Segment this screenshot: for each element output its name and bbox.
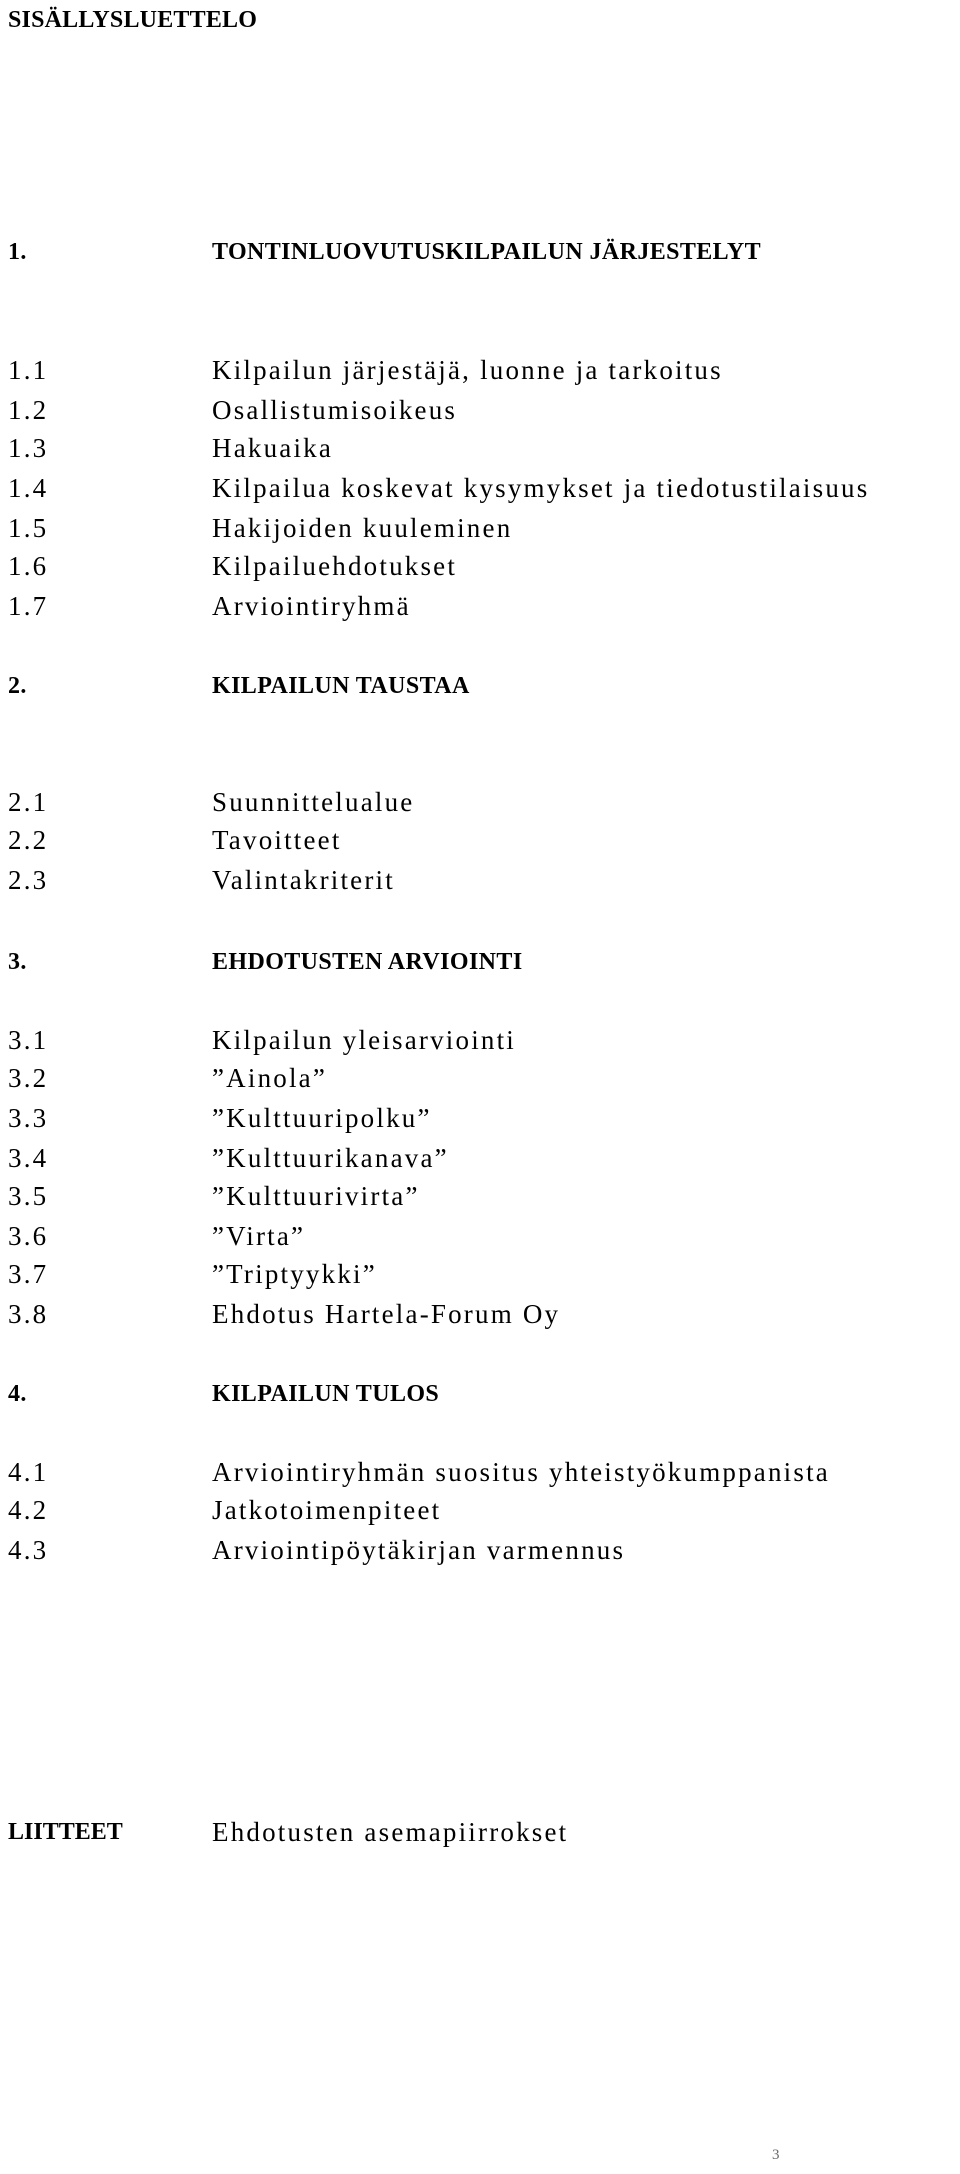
toc-entry [0, 350, 960, 390]
toc-entry [0, 468, 960, 508]
toc-entry [0, 428, 960, 468]
toc-entry-number: 1.5 [8, 513, 49, 543]
toc-entry-number: 1.6 [8, 551, 49, 581]
toc-entry [0, 820, 960, 860]
section-number: 4. [8, 1381, 27, 1407]
toc-entry-number: 3.7 [8, 1259, 49, 1289]
toc-entry-number: 3.3 [8, 1103, 49, 1133]
toc-entry-title: Kilpailua koskevat kysymykset ja tiedotustilaisuus [212, 473, 870, 503]
section-title: KILPAILUN TULOS [212, 1381, 440, 1407]
section-number: 1. [8, 239, 27, 265]
toc-entry [0, 1098, 960, 1138]
page-number: 3 [772, 2147, 780, 2163]
toc-entry [0, 1294, 960, 1334]
toc-entry-number: 1.4 [8, 473, 49, 503]
toc-entry-title: Suunnittelualue [212, 787, 415, 817]
toc-entry-title: Kilpailun yleisarviointi [212, 1025, 517, 1055]
section-number: 3. [8, 949, 27, 975]
toc-entry-number: 1.2 [8, 395, 49, 425]
toc-entry-title: Hakuaika [212, 433, 334, 463]
toc-entry-number: 3.1 [8, 1025, 49, 1055]
section-heading-3 [0, 942, 960, 982]
toc-entry-number: 4.3 [8, 1535, 49, 1565]
toc-entry-title: ”Virta” [212, 1221, 306, 1251]
toc-entry [0, 1138, 960, 1178]
toc-entry-number: 2.2 [8, 825, 49, 855]
annex-title: Ehdotusten asemapiirrokset [212, 1817, 569, 1847]
toc-entry [0, 860, 960, 900]
section-number: 2. [8, 673, 27, 699]
toc-entry-number: 3.2 [8, 1063, 49, 1093]
toc-entry-title: ”Kulttuurikanava” [212, 1143, 449, 1173]
toc-entry-number: 3.5 [8, 1181, 49, 1211]
toc-entry-title: ”Ainola” [212, 1063, 328, 1093]
toc-entry-title: Kilpailun järjestäjä, luonne ja tarkoitus [212, 355, 723, 385]
toc-entry-title: Kilpailuehdotukset [212, 551, 458, 581]
toc-entry-number: 1.7 [8, 591, 49, 621]
toc-entry-number: 3.6 [8, 1221, 49, 1251]
toc-entry [0, 1530, 960, 1570]
toc-title-row [0, 0, 960, 40]
toc-entry [0, 1254, 960, 1294]
toc-entry [0, 508, 960, 548]
toc-entry [0, 1020, 960, 1060]
toc-entry [0, 546, 960, 586]
toc-entry [0, 1490, 960, 1530]
toc-entry-title: Ehdotus Hartela-Forum Oy [212, 1299, 561, 1329]
section-title: KILPAILUN TAUSTAA [212, 673, 470, 699]
section-title: TONTINLUOVUTUSKILPAILUN JÄRJESTELYT [212, 239, 762, 265]
section-title: EHDOTUSTEN ARVIOINTI [212, 949, 523, 975]
toc-entry [0, 1176, 960, 1216]
toc-entry [0, 1058, 960, 1098]
toc-entry [0, 1216, 960, 1256]
toc-entry [0, 586, 960, 626]
annex-label: LIITTEET [8, 1819, 123, 1845]
toc-entry [0, 1452, 960, 1492]
toc-entry-title: ”Triptyykki” [212, 1259, 377, 1289]
toc-entry-number: 3.8 [8, 1299, 49, 1329]
toc-entry [0, 782, 960, 822]
toc-entry [0, 390, 960, 430]
toc-entry-title: ”Kulttuurivirta” [212, 1181, 420, 1211]
toc-entry-number: 1.3 [8, 433, 49, 463]
toc-entry-number: 3.4 [8, 1143, 49, 1173]
toc-entry-title: Arviointiryhmän suositus yhteistyökumppanista [212, 1457, 830, 1487]
toc-entry-number: 4.2 [8, 1495, 49, 1525]
toc-entry-number: 2.3 [8, 865, 49, 895]
toc-entry-number: 1.1 [8, 355, 49, 385]
section-heading-2 [0, 666, 960, 706]
page-title: SISÄLLYSLUETTELO [8, 7, 258, 33]
toc-entry-number: 4.1 [8, 1457, 49, 1487]
toc-entry-title: Arviointipöytäkirjan varmennus [212, 1535, 626, 1565]
toc-entry-title: Osallistumisoikeus [212, 395, 458, 425]
toc-entry-title: Valintakriterit [212, 865, 395, 895]
toc-entry-title: Jatkotoimenpiteet [212, 1495, 442, 1525]
toc-entry-title: Arviointiryhmä [212, 591, 411, 621]
toc-entry-title: Tavoitteet [212, 825, 342, 855]
toc-entry-title: Hakijoiden kuuleminen [212, 513, 513, 543]
toc-entry-title: ”Kulttuuripolku” [212, 1103, 432, 1133]
toc-entry-number: 2.1 [8, 787, 49, 817]
section-heading-4 [0, 1374, 960, 1414]
annex-row [0, 1812, 960, 1852]
section-heading-1 [0, 232, 960, 272]
